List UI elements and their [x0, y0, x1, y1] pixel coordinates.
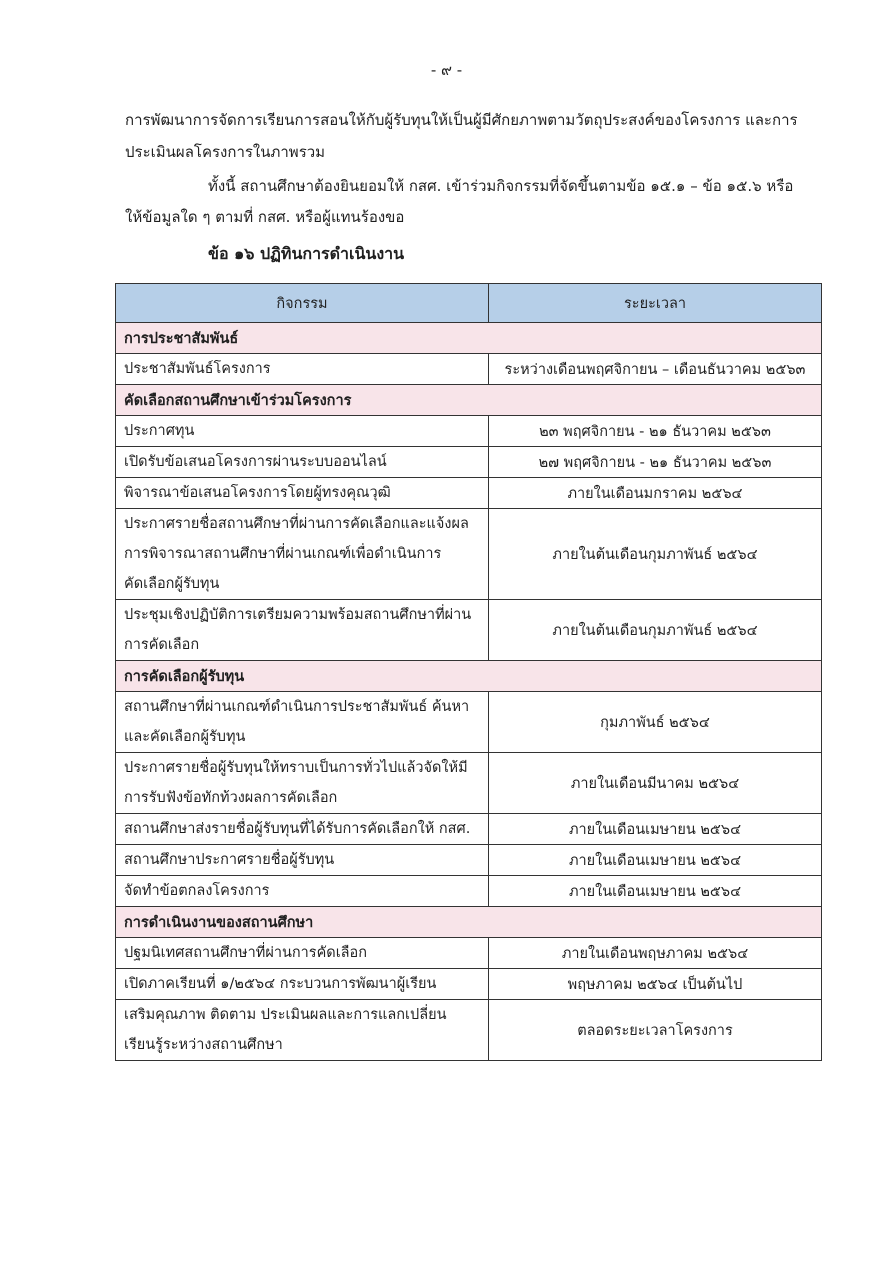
- table-row: [116, 509, 822, 600]
- activity-line: การรับฟังข้อทักท้วงผลการคัดเลือก: [124, 790, 338, 806]
- activity-cell: [116, 1000, 489, 1061]
- activity-line: ประกาศรายชื่อผู้รับทุนให้ทราบเป็นการทั่วไปแล้วจัดให้มี: [124, 760, 468, 776]
- paragraph-line: ให้ข้อมูลใด ๆ ตามที่ กสศ. หรือผู้แทนร้องขอ: [125, 208, 405, 226]
- period-cell: ภายในเดือนเมษายน ๒๕๖๔: [489, 814, 822, 845]
- activity-line: ประชุมเชิงปฏิบัติการเตรียมความพร้อมสถานศึกษาที่ผ่าน: [124, 607, 472, 623]
- table-row: [116, 938, 822, 969]
- table-row: [116, 753, 822, 814]
- activity-cell: พิจารณาข้อเสนอโครงการโดยผู้ทรงคุณวุฒิ: [116, 478, 489, 509]
- table-row: [116, 692, 822, 753]
- period-cell: ๒๓ พฤศจิกายน - ๒๑ ธันวาคม ๒๕๖๓: [489, 416, 822, 447]
- table-row: [116, 600, 822, 661]
- period-cell: ภายในเดือนพฤษภาคม ๒๕๖๔: [489, 938, 822, 969]
- column-header-activity: กิจกรรม: [116, 284, 489, 323]
- activity-cell: เปิดภาคเรียนที่ ๑/๒๕๖๔ กระบวนการพัฒนาผู้เรียน: [116, 969, 489, 1000]
- activity-cell: จัดทำข้อตกลงโครงการ: [116, 876, 489, 907]
- period-cell: ภายในเดือนมีนาคม ๒๕๖๔: [489, 753, 822, 814]
- period-cell: ภายในเดือนเมษายน ๒๕๖๔: [489, 845, 822, 876]
- activity-cell: ประกาศทุน: [116, 416, 489, 447]
- activity-cell: เปิดรับข้อเสนอโครงการผ่านระบบออนไลน์: [116, 447, 489, 478]
- section-row: [116, 661, 822, 692]
- section-row: [116, 907, 822, 938]
- period-cell: ภายในเดือนมกราคม ๒๕๖๔: [489, 478, 822, 509]
- activity-line: เรียนรู้ระหว่างสถานศึกษา: [124, 1037, 283, 1053]
- table-row: [116, 478, 822, 509]
- table-row: [116, 447, 822, 478]
- activity-cell: ประชาสัมพันธ์โครงการ: [116, 354, 489, 385]
- activity-cell: สถานศึกษาส่งรายชื่อผู้รับทุนที่ได้รับการคัดเลือกให้ กสศ.: [116, 814, 489, 845]
- activity-cell: [116, 600, 489, 661]
- paragraph-line: ทั้งนี้ สถานศึกษาต้องยินยอมให้ กสศ. เข้าร่วมกิจกรรมที่จัดขึ้นตามข้อ ๑๕.๑ – ข้อ ๑๕.๖ หรือ: [208, 177, 794, 195]
- period-cell: ๒๗ พฤศจิกายน - ๒๑ ธันวาคม ๒๕๖๓: [489, 447, 822, 478]
- section-title: การคัดเลือกผู้รับทุน: [116, 661, 822, 692]
- section-row: [116, 385, 822, 416]
- table-row: [116, 1000, 822, 1061]
- paragraph-line: การพัฒนาการจัดการเรียนการสอนให้กับผู้รับทุนให้เป็นผู้มีศักยภาพตามวัตถุประสงค์ของโครงการ และการ: [125, 111, 798, 129]
- table-row: [116, 969, 822, 1000]
- activity-cell: สถานศึกษาประกาศรายชื่อผู้รับทุน: [116, 845, 489, 876]
- period-cell: ภายในต้นเดือนกุมภาพันธ์ ๒๕๖๔: [489, 600, 822, 661]
- period-cell: ระหว่างเดือนพฤศจิกายน – เดือนธันวาคม ๒๕๖๓: [489, 354, 822, 385]
- period-cell: กุมภาพันธ์ ๒๕๖๔: [489, 692, 822, 753]
- table-row: [116, 876, 822, 907]
- activity-line: การพิจารณาสถานศึกษาที่ผ่านเกณฑ์เพื่อดำเนินการ: [124, 546, 442, 562]
- section-heading: ข้อ ๑๖ ปฏิทินการดำเนินงาน: [208, 244, 405, 263]
- period-cell: ภายในเดือนเมษายน ๒๕๖๔: [489, 876, 822, 907]
- section-row: [116, 323, 822, 354]
- page-number: - ๙ -: [430, 61, 463, 79]
- table-row: [116, 845, 822, 876]
- section-title: การประชาสัมพันธ์: [116, 323, 822, 354]
- period-cell: พฤษภาคม ๒๕๖๔ เป็นต้นไป: [489, 969, 822, 1000]
- activity-cell: [116, 692, 489, 753]
- column-header-period: ระยะเวลา: [489, 284, 822, 323]
- paragraph-line: ประเมินผลโครงการในภาพรวม: [125, 143, 326, 161]
- activity-cell: ปฐมนิเทศสถานศึกษาที่ผ่านการคัดเลือก: [116, 938, 489, 969]
- activity-line: การคัดเลือก: [124, 637, 200, 653]
- period-cell: ตลอดระยะเวลาโครงการ: [489, 1000, 822, 1061]
- activity-line: สถานศึกษาที่ผ่านเกณฑ์ดำเนินการประชาสัมพันธ์ ค้นหา: [124, 699, 470, 715]
- activity-cell: [116, 753, 489, 814]
- section-title: คัดเลือกสถานศึกษาเข้าร่วมโครงการ: [116, 385, 822, 416]
- table-header-row: [116, 284, 822, 323]
- activity-cell: [116, 509, 489, 600]
- section-title: การดำเนินงานของสถานศึกษา: [116, 907, 822, 938]
- table-row: [116, 354, 822, 385]
- table-row: [116, 814, 822, 845]
- activity-line: และคัดเลือกผู้รับทุน: [124, 729, 246, 745]
- activity-line: เสริมคุณภาพ ติดตาม ประเมินผลและการแลกเปลี่ยน: [124, 1007, 447, 1023]
- table-row: [116, 416, 822, 447]
- activity-line: คัดเลือกผู้รับทุน: [124, 576, 220, 592]
- activity-line: ประกาศรายชื่อสถานศึกษาที่ผ่านการคัดเลือกและแจ้งผล: [124, 516, 469, 532]
- schedule-table: [115, 283, 822, 1061]
- period-cell: ภายในต้นเดือนกุมภาพันธ์ ๒๕๖๔: [489, 509, 822, 600]
